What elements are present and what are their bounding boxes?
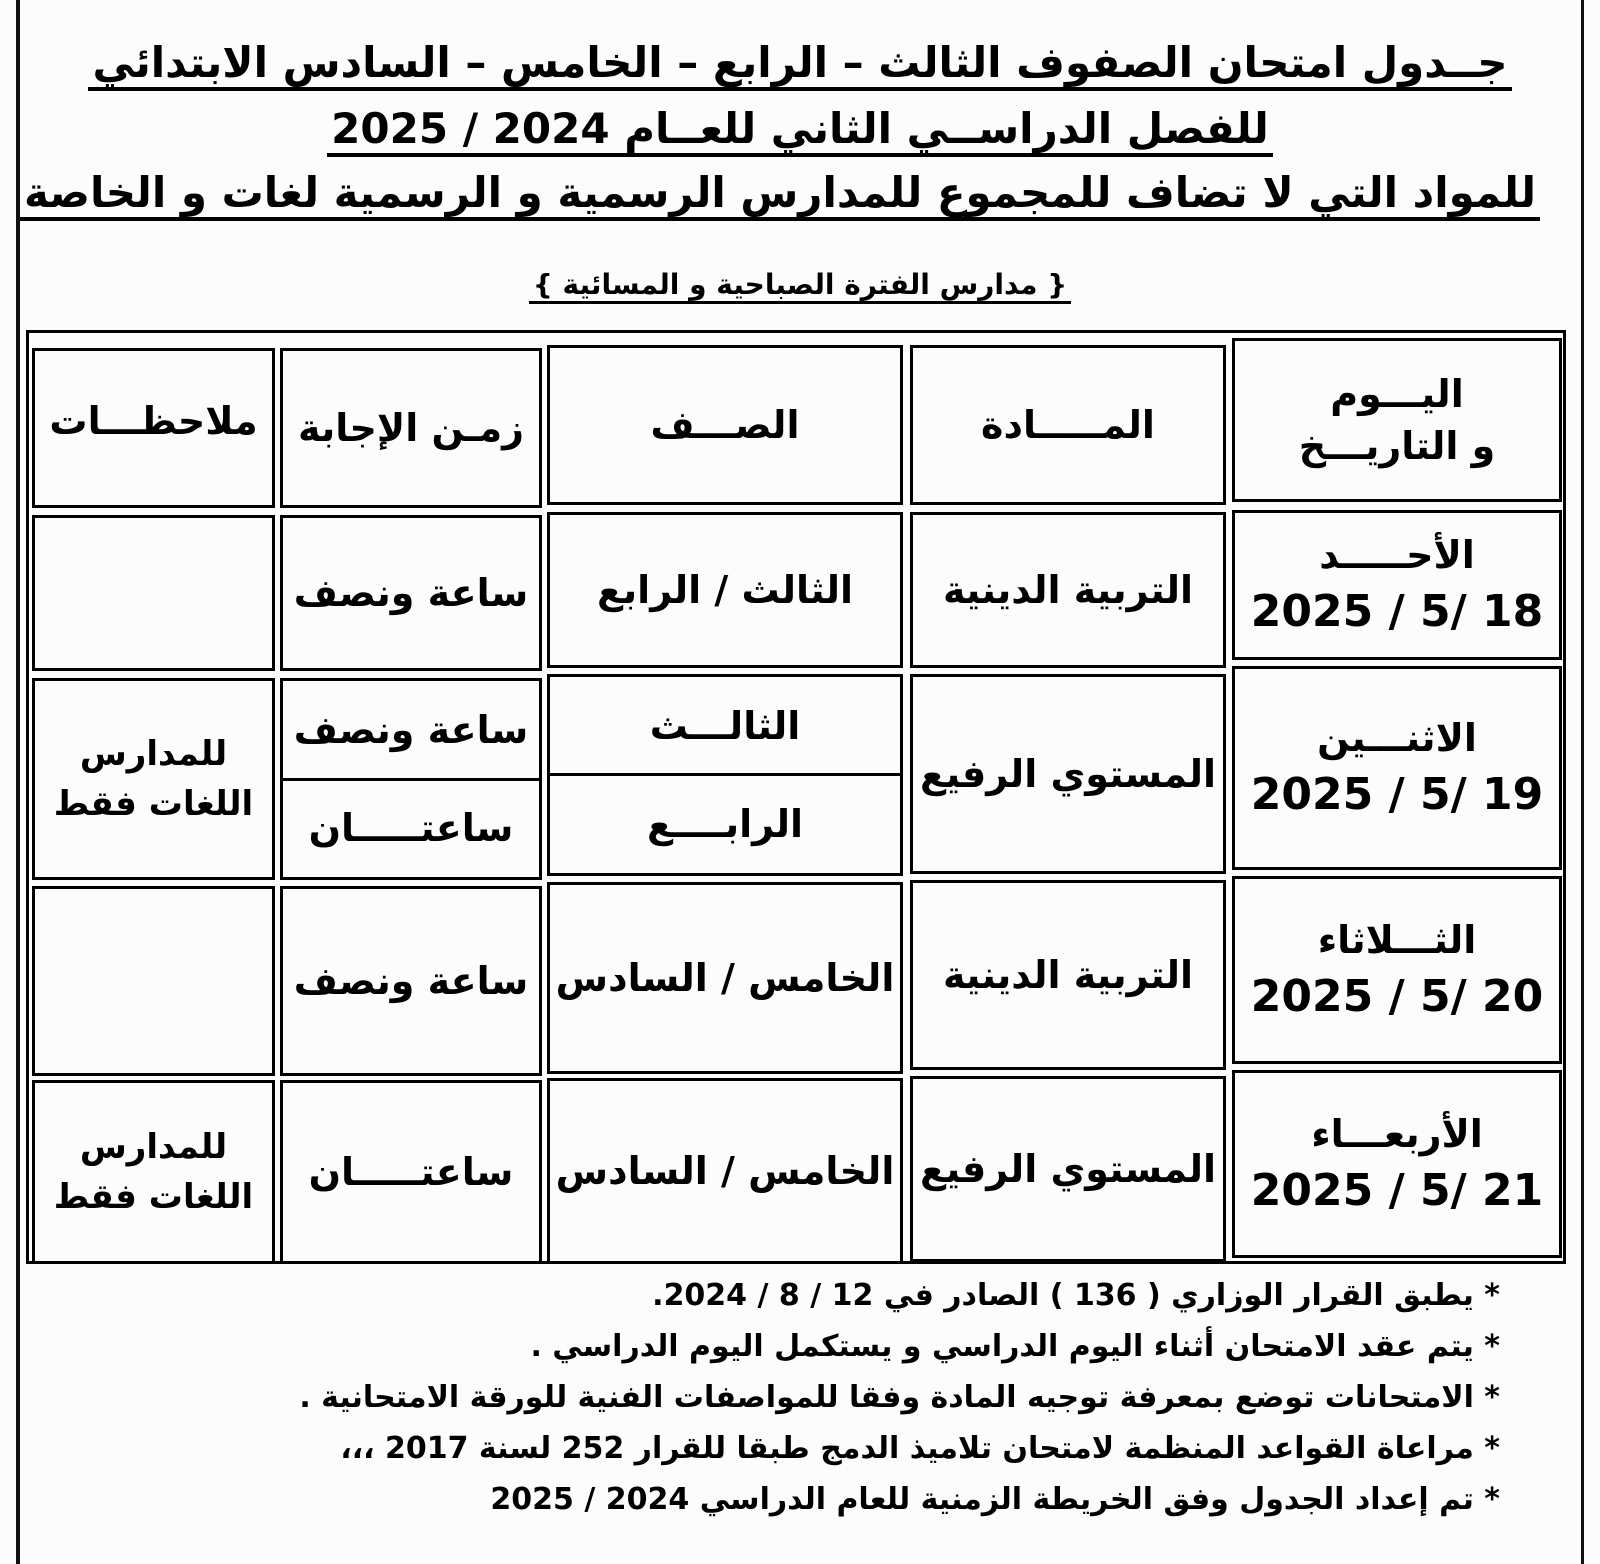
footnote-2: * يتم عقد الامتحان أثناء اليوم الدراسي و يستكمل اليوم الدراسي .: [530, 1329, 1500, 1364]
row-4-notes: [32, 1080, 275, 1264]
row-2-date: 2025 / 5/ 19: [1250, 769, 1544, 820]
row-1-duration: [280, 515, 542, 671]
row-2-grade-divider: [550, 773, 900, 776]
row-4-notes-line-2: اللغات فقط: [53, 1177, 254, 1217]
title-line-2: للفصل الدراســي الثاني للعــام 2024 / 2025: [60, 104, 1540, 153]
row-4-grade: [547, 1078, 903, 1264]
header-duration: [280, 348, 542, 508]
row-4-duration: [280, 1080, 542, 1264]
row-4-duration-text: ساعتـــــان: [308, 1150, 514, 1194]
header-notes-label: ملاحظـــات: [49, 399, 258, 443]
header-date-label: و التاريـــخ: [1298, 424, 1496, 468]
row-3-grade-text: الخامس / السادس: [555, 956, 895, 1000]
row-2-subject-text: المستوي الرفيع: [919, 752, 1217, 796]
footnotes: [260, 1270, 1500, 1525]
row-3-notes: [32, 886, 275, 1076]
footnote-4: * مراعاة القواعد المنظمة لامتحان تلاميذ الدمج طبقا للقرار 252 لسنة 2017 ،،،: [340, 1431, 1500, 1466]
row-4-subject-text: المستوي الرفيع: [919, 1147, 1217, 1191]
row-3-duration-text: ساعة ونصف: [293, 959, 529, 1003]
row-4-grade-text: الخامس / السادس: [555, 1149, 895, 1193]
row-3-day: الثـــلاثاء: [1317, 918, 1477, 962]
row-2-grade-a: الثالـــث: [649, 704, 801, 748]
footnote-3: * الامتحانات توضع بمعرفة توجيه المادة وفقا للمواصفات الفنية للورقة الامتحانية .: [299, 1380, 1500, 1415]
row-1-day: الأحـــــد: [1319, 533, 1475, 577]
row-1-grade-text: الثالث / الرابع: [596, 568, 854, 612]
footnote-5: * تم إعداد الجدول وفق الخريطة الزمنية للعام الدراسي 2024 / 2025: [490, 1482, 1500, 1517]
row-4-notes-line-1: للمدارس: [79, 1127, 228, 1167]
footnote-1: * يطبق القرار الوزاري ( 136 ) الصادر في 12 / 8 / 2024.: [652, 1278, 1500, 1313]
row-2-notes-line-2: اللغات فقط: [53, 784, 254, 824]
header-subject-label: المـــــادة: [981, 403, 1155, 447]
row-3-subject-text: التربية الدينية: [942, 953, 1194, 997]
row-4-date: 2025 / 5/ 21: [1250, 1165, 1544, 1216]
row-1-date: 2025 / 5/ 18: [1250, 586, 1544, 637]
header-day-date: [1232, 338, 1562, 502]
row-3-grade: [547, 882, 903, 1074]
row-1-notes: [32, 515, 275, 671]
header-subject: [910, 345, 1226, 505]
row-2-day-date: [1232, 666, 1562, 870]
row-2-grade-b: الرابــــع: [646, 802, 804, 846]
header-grade-label: الصـــف: [650, 403, 800, 447]
row-2-day: الاثنـــين: [1317, 716, 1477, 760]
title-line-1: جــدول امتحان الصفوف الثالث – الرابع – الخامس – السادس الابتدائي: [60, 38, 1540, 87]
row-2-notes-line-1: للمدارس: [79, 734, 228, 774]
header-duration-label: زمـن الإجابة: [297, 406, 525, 450]
row-2-notes: [32, 678, 275, 880]
subtitle-shift: { مدارس الفترة الصباحية و المسائية }: [60, 268, 1540, 301]
row-2-duration-divider: [283, 778, 539, 781]
row-1-subject: [910, 512, 1226, 668]
row-4-day-date: [1232, 1070, 1562, 1258]
row-2-subject: [910, 674, 1226, 874]
header-day-label: اليـــوم: [1330, 372, 1464, 416]
row-1-subject-text: التربية الدينية: [942, 568, 1194, 612]
row-1-grade: [547, 512, 903, 668]
row-4-subject: [910, 1076, 1226, 1262]
header-grade: [547, 345, 903, 505]
page-edge-right: [1581, 0, 1584, 1564]
row-3-subject: [910, 880, 1226, 1070]
row-2-duration-a: ساعة ونصف: [293, 708, 529, 752]
title-line-3: للمواد التي لا تضاف للمجموع للمدارس الرسمية و الرسمية لغات و الخاصة: [60, 168, 1540, 217]
row-2-duration-b: ساعتـــــان: [308, 806, 514, 850]
page-edge-left: [16, 0, 20, 1564]
row-4-day: الأربعـــاء: [1311, 1112, 1483, 1156]
header-notes: [32, 348, 275, 508]
row-3-day-date: [1232, 876, 1562, 1064]
row-3-date: 2025 / 5/ 20: [1250, 971, 1544, 1022]
row-1-duration-text: ساعة ونصف: [293, 571, 529, 615]
row-3-duration: [280, 886, 542, 1076]
row-1-day-date: [1232, 510, 1562, 660]
